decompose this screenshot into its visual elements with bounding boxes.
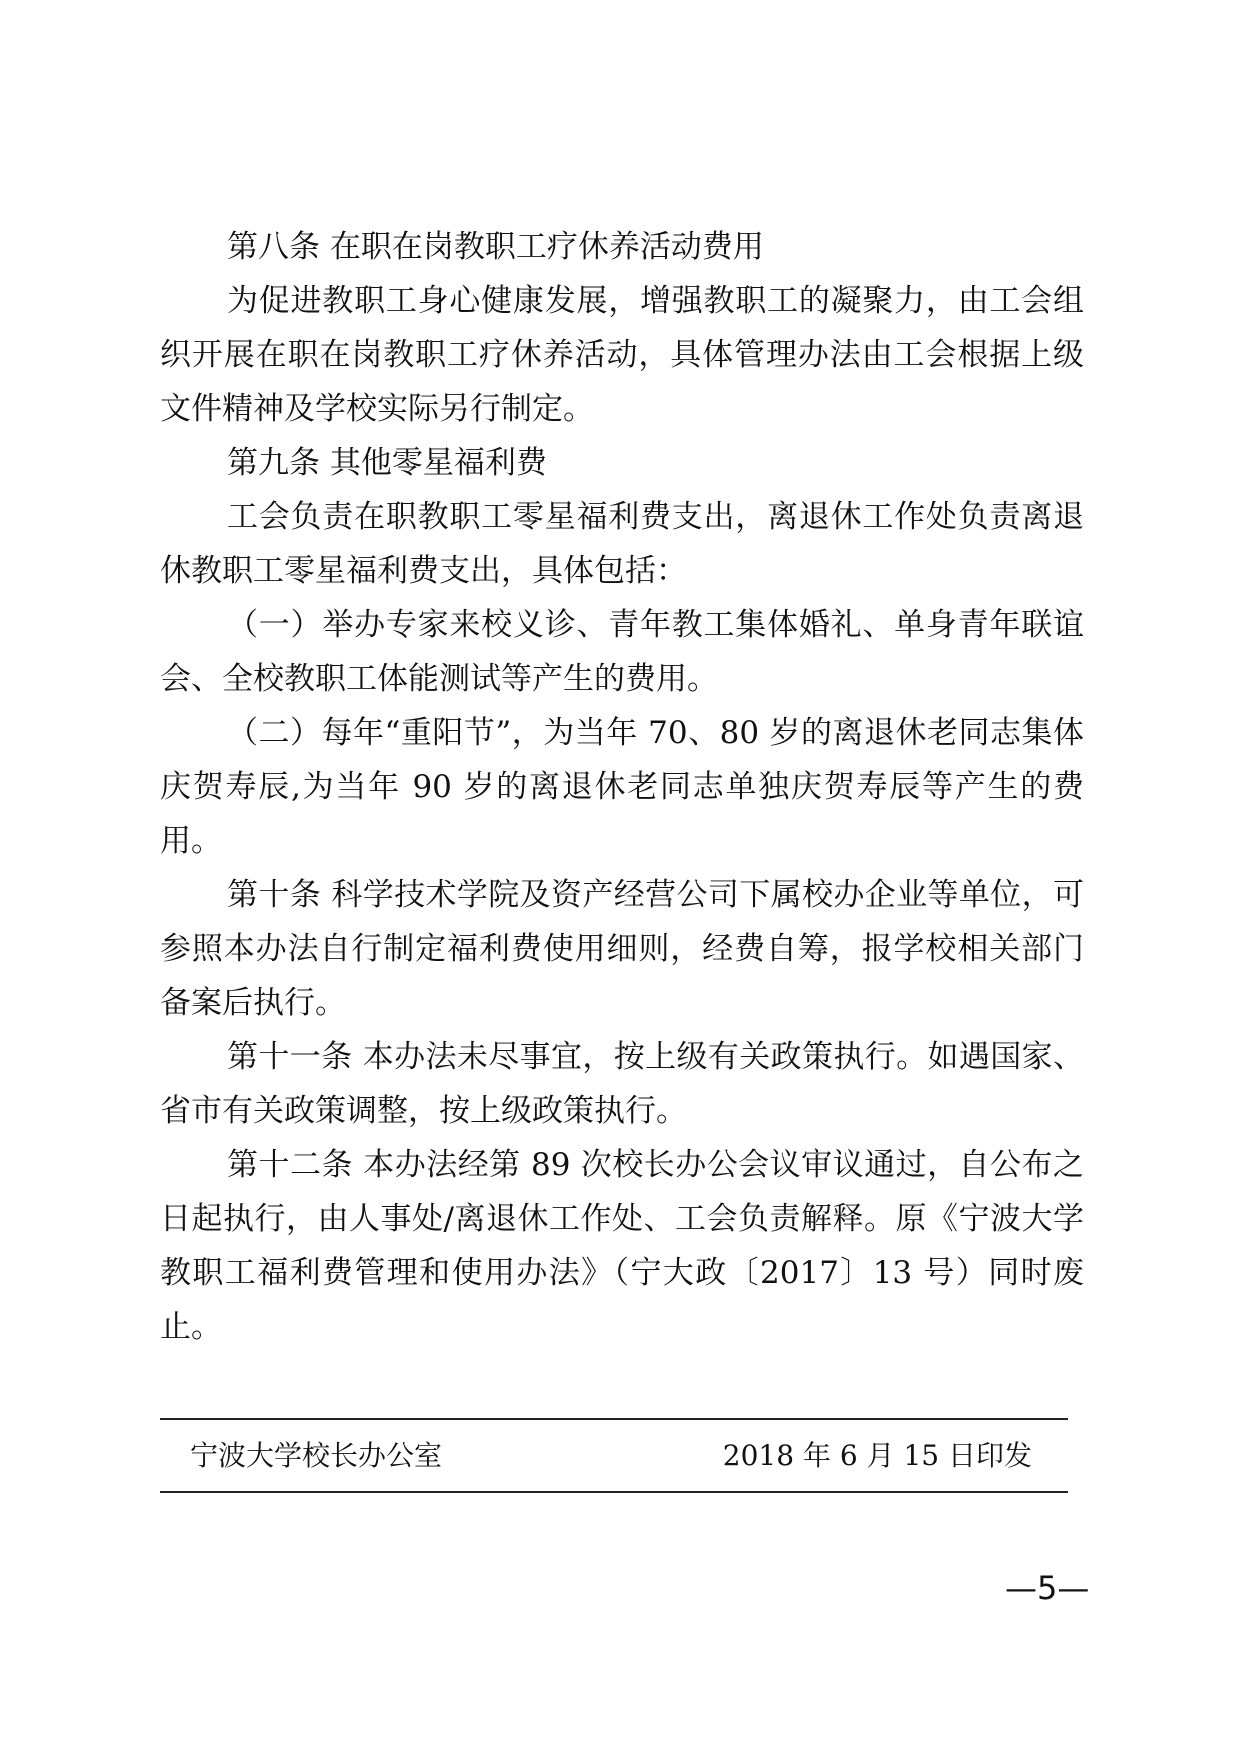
- article-9-text: 工会负责在职教职工零星福利费支出，离退休工作处负责离退休教职工零星福利费支出，具体包括：: [160, 499, 1084, 589]
- article-10-text: 第十条 科学技术学院及资产经营公司下属校办企业等单位，可参照本办法自行制定福利费使用细则，经费自筹，报学校相关部门备案后执行。: [160, 877, 1084, 1021]
- article-9-item-1: （一）举办专家来校义诊、青年教工集体婚礼、单身青年联谊会、全校教职工体能测试等产生的费用。: [160, 607, 1084, 697]
- issue-date: 2018 年 6 月 15 日印发: [722, 1439, 1032, 1472]
- article-8-heading: 第八条 在职在岗教职工疗休养活动费用: [227, 229, 764, 265]
- document-body: [160, 220, 1084, 1354]
- article-9-item-2: （二）每年“重阳节”，为当年 70、80 岁的离退休老同志集体庆贺寿辰,为当年 90 岁的离退休老同志单独庆贺寿辰等产生的费用。: [160, 715, 1084, 859]
- article-8-text: 为促进教职工身心健康发展，增强教职工的凝聚力，由工会组织开展在职在岗教职工疗休养活动，具体管理办法由工会根据上级文件精神及学校实际另行制定。: [160, 283, 1084, 427]
- issuance-footer: [160, 1418, 1068, 1493]
- issuer-name: 宁波大学校长办公室: [190, 1439, 443, 1472]
- article-12-text: 第十二条 本办法经第 89 次校长办公会议审议通过，自公布之日起执行，由人事处/离退休工作处、工会负责解释。原《宁波大学教职工福利费管理和使用办法》（宁大政〔2017〕13 号）同时废止。: [160, 1147, 1084, 1345]
- article-9-heading: 第九条 其他零星福利费: [227, 445, 547, 481]
- article-11-text: 第十一条 本办法未尽事宜，按上级有关政策执行。如遇国家、省市有关政策调整，按上级政策执行。: [160, 1039, 1084, 1129]
- page-number: —5—: [1005, 1569, 1090, 1607]
